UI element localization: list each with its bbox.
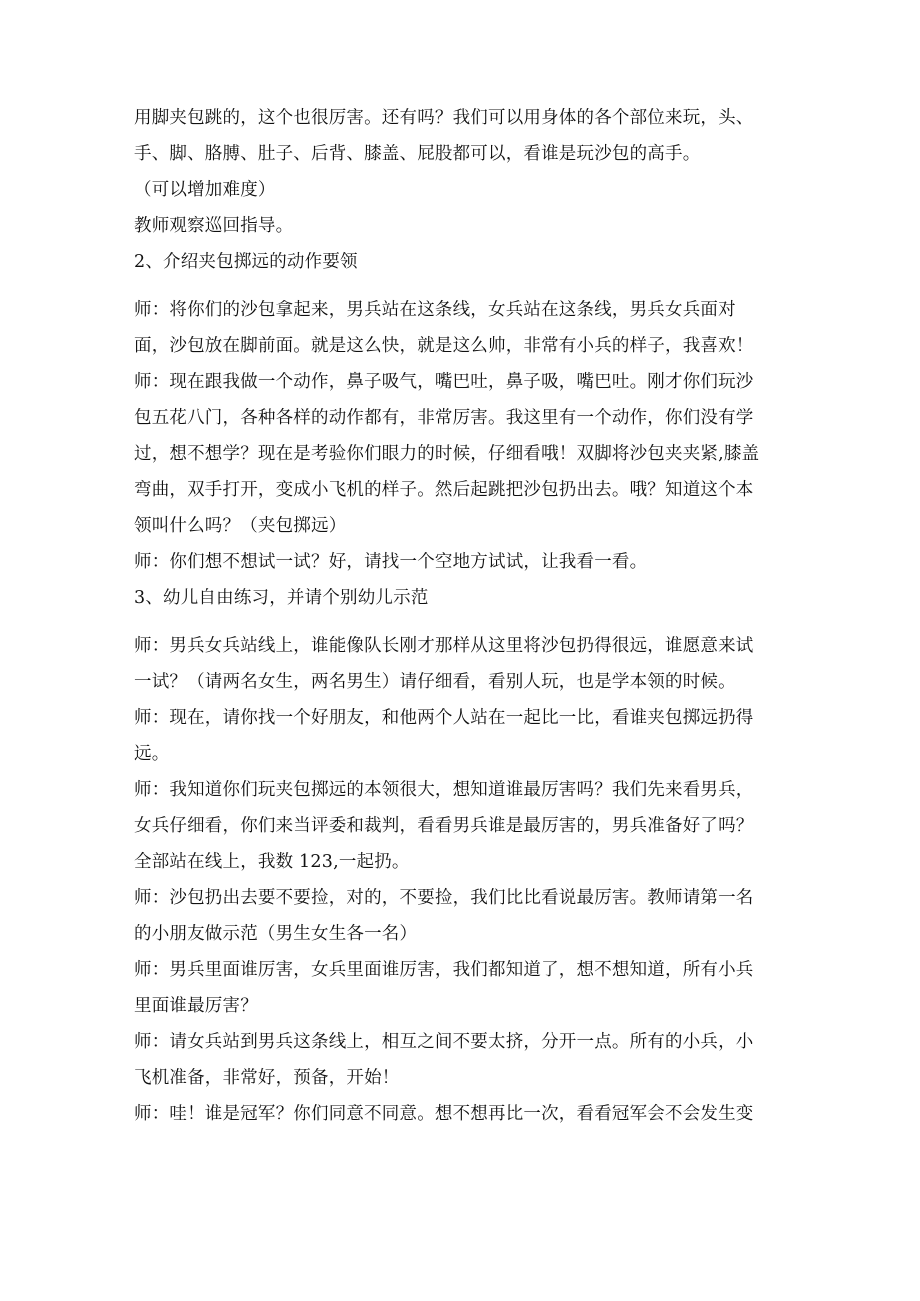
text-line: 师：男兵里面谁厉害，女兵里面谁厉害，我们都知道了，想不想知道，所有小兵 <box>134 960 754 980</box>
text-line: 弯曲，双手打开，变成小飞机的样子。然后起跳把沙包扔出去。哦？知道这个本 <box>134 480 754 500</box>
text-line: 用脚夹包跳的，这个也很厉害。还有吗？我们可以用身体的各个部位来玩，头、 <box>134 108 754 128</box>
text-line: 女兵仔细看，你们来当评委和裁判，看看男兵谁是最厉害的，男兵准备好了吗？ <box>134 816 754 836</box>
text-line: 师：现在跟我做一个动作，鼻子吸气，嘴巴吐，鼻子吸，嘴巴吐。刚才你们玩沙 <box>134 372 754 392</box>
paragraph-spacer <box>134 616 784 628</box>
text-line: 远。 <box>134 744 170 764</box>
text-line: 师：男兵女兵站线上，谁能像队长刚才那样从这里将沙包扔得很远，谁愿意来试 <box>134 636 754 656</box>
text-line: 全部站在线上，我数 123,一起扔。 <box>134 852 410 872</box>
text-line: 的小朋友做示范（男生女生各一名） <box>134 924 418 944</box>
text-line: 师：沙包扔出去要不要捡，对的，不要捡，我们比比看说最厉害。教师请第一名 <box>134 888 754 908</box>
text-line: 师：你们想不想试一试？好，请找一个空地方试试，让我看一看。 <box>134 552 648 572</box>
text-line: 师：哇！谁是冠军？你们同意不同意。想不想再比一次，看看冠军会不会发生变 <box>134 1104 754 1124</box>
text-line: 师：我知道你们玩夹包掷远的本领很大，想知道谁最厉害吗？我们先来看男兵， <box>134 780 754 800</box>
text-line: 师：请女兵站到男兵这条线上，相互之间不要太挤，分开一点。所有的小兵，小 <box>134 1032 754 1052</box>
document-body <box>134 100 784 1132</box>
text-line: 飞机准备，非常好，预备，开始！ <box>134 1068 400 1088</box>
paragraph-spacer <box>134 280 784 292</box>
text-line: 里面谁最厉害？ <box>134 996 258 1016</box>
text-line: 师：现在，请你找一个好朋友，和他两个人站在一起比一比，看谁夹包掷远扔得 <box>134 708 754 728</box>
text-line: 包五花八门，各种各样的动作都有，非常厉害。我这里有一个动作，你们没有学 <box>134 408 754 428</box>
text-line: 过，想不想学？现在是考验你们眼力的时候，仔细看哦！双脚将沙包夹夹紧,膝盖 <box>134 444 760 464</box>
text-line: 手、脚、胳膊、肚子、后背、膝盖、屁股都可以，看谁是玩沙包的高手。 <box>134 144 701 164</box>
text-line: 师：将你们的沙包拿起来，男兵站在这条线，女兵站在这条线，男兵女兵面对 <box>134 300 736 320</box>
text-line: 教师观察巡回指导。 <box>134 216 294 236</box>
text-line: （可以增加难度） <box>134 180 276 200</box>
text-line: 3、幼儿自由练习，并请个别幼儿示范 <box>134 588 429 608</box>
text-line: 面，沙包放在脚前面。就是这么快，就是这么帅，非常有小兵的样子，我喜欢！ <box>134 336 754 356</box>
text-line: 2、介绍夹包掷远的动作要领 <box>134 252 358 272</box>
text-line: 一试？（请两名女生，两名男生）请仔细看，看别人玩，也是学本领的时候。 <box>134 672 736 692</box>
text-line: 领叫什么吗？（夹包掷远） <box>134 516 347 536</box>
